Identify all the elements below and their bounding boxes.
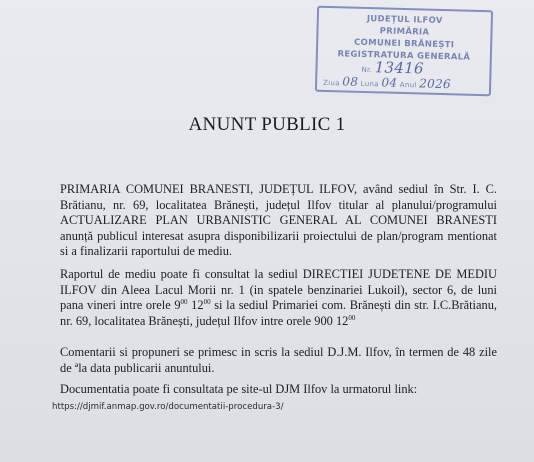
stamp-nr-label: Nr. (361, 65, 373, 75)
paragraph-comments: Comentarii si propuneri se primesc in scris la sediul D.J.M. Ilfov, în termen de 48 zile de ªla data publicarii anuntului. (60, 345, 497, 375)
stamp-month-value: 04 (381, 75, 398, 90)
stamp-county: JUDEȚUL ILFOV (366, 14, 443, 27)
stamp-month-label: Luna (360, 79, 379, 89)
stamp-day-value: 08 (342, 74, 359, 89)
consultation-text-b: 12 (187, 298, 204, 313)
page-title: ANUNT PUBLIC 1 (188, 114, 346, 135)
consultation-sup-a: 00 (180, 298, 188, 307)
registration-stamp (315, 6, 493, 97)
stamp-year-value: 2026 (419, 76, 452, 92)
consultation-text-c: si la sediul Primariei com. Brănești din str. I.C.Brătianu, nr. 69, localitatea Brănești, județul Ilfov intre orele 900 12 (60, 298, 497, 328)
stamp-year-label: Anul (399, 80, 417, 90)
documentation-link[interactable]: https://djmif.anmap.gov.ro/documentatii-procedura-3/ (52, 402, 284, 412)
stamp-registry: REGISTRATURA GENERALĂ (337, 49, 471, 63)
consultation-sup-b: 00 (203, 298, 211, 307)
stamp-commune: COMUNEI BRĂNEȘTI (353, 37, 455, 51)
consultation-text-a: Raportul de mediu poate fi consultat la sediul DIRECTIEI JUDETENE DE MEDIU ILFOV din Aleea Lacul Morii nr. 1 (in spatele benzinariei Lukoil), sector 6, de luni pana vineri intre orele 9 (60, 267, 497, 313)
stamp-nr-value: 13416 (374, 58, 425, 78)
paragraph-documentation: Documentatia poate fi consultata pe site-ul DJM Ilfov la urmatorul link: (60, 382, 418, 396)
stamp-day-label: Ziua (323, 78, 340, 88)
paragraph-announcement: PRIMARIA COMUNEI BRANESTI, JUDEȚUL ILFOV, având sediul în Str. I. C. Brătianu, nr. 69, localitatea Brănești, județul Ilfov titular al planului/programului ACTUALIZARE PLAN URBANISTIC GENERAL AL COMUNEI BRANESTI anunță publicul interesat asupra disponibilizarii proiectului de plan/program mentionat si a finalizarii raportului de mediu. (60, 182, 497, 259)
consultation-sup-c: 00 (348, 313, 356, 322)
stamp-town-hall: PRIMĂRIA (379, 26, 430, 38)
paragraph-consultation (60, 267, 497, 329)
